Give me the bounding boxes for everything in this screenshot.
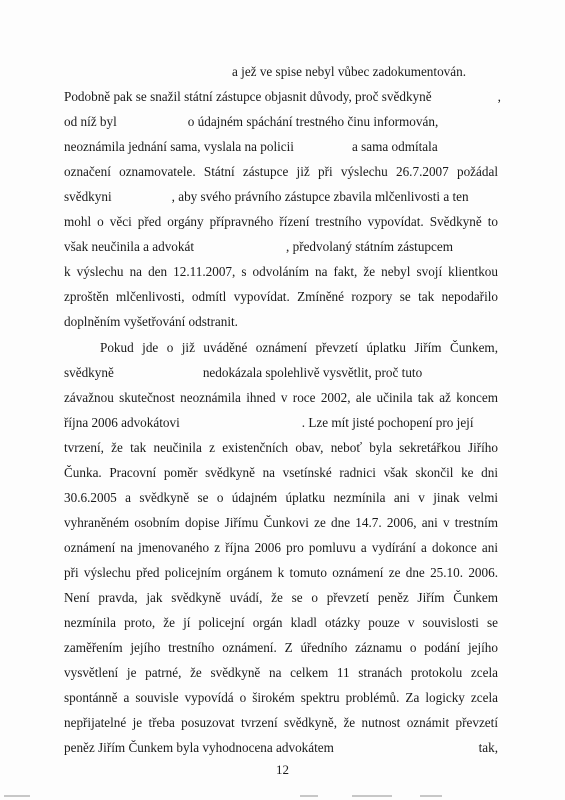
- line-text: a jež ve spise nebyl vůbec zadokumentován.: [232, 64, 466, 79]
- line-text: doplněním vyšetřování odstranit.: [64, 314, 238, 329]
- text-line: [64, 687, 498, 708]
- text-line: [64, 512, 498, 533]
- line-text: , předvolaný státním zástupcem: [286, 239, 453, 254]
- line-text: ,: [497, 89, 501, 104]
- line-text: . Lze mít jisté pochopení pro její: [301, 415, 474, 430]
- line-text: zproštěn mlčenlivosti, odmítl vypovídat. Zmíněné rozpory se tak nepodařilo: [64, 289, 498, 304]
- text-line: [64, 412, 498, 433]
- text-line: [64, 612, 498, 633]
- line-text: , aby svého právního zástupce zbavila mlčenlivosti a ten: [171, 189, 469, 204]
- text-line: [64, 362, 498, 383]
- text-line: [64, 637, 498, 658]
- text-line: [64, 487, 498, 508]
- text-line: [64, 186, 498, 207]
- text-line: [64, 136, 498, 157]
- line-text: nedokázala spolehlivě vysvětlit, proč tuto: [202, 365, 423, 380]
- line-text: neoznámila jednání sama, vyslala na policii: [64, 139, 294, 154]
- line-text: zaměřením jejího trestního oznámení. Z úředního záznamu o podání jejího: [64, 640, 498, 655]
- line-text: závažnou skutečnost neoznámila ihned v roce 2002, ale učinila tak až koncem: [64, 390, 498, 405]
- text-line: [64, 311, 498, 332]
- line-text: svědkyně: [64, 365, 114, 380]
- line-text: Pokud jde o již uváděné oznámení převzetí úplatku Jiřím Čunkem,: [100, 340, 498, 355]
- line-text: vyhraněném osobním dopise Jiřímu Čunkovi ze dne 14.7. 2006, ani v trestním: [64, 515, 498, 530]
- text-line: [64, 236, 498, 257]
- line-text: k výslechu na den 12.11.2007, s odvoláním na fakt, že nebyl svojí klientkou: [64, 264, 498, 279]
- text-line: [64, 286, 498, 307]
- line-text: peněz Jiřím Čunkem byla vyhodnocena advokátem: [64, 740, 334, 755]
- line-text: mohl o věci před orgány přípravného řízení trestního vypovídat. Svědkyně to: [64, 214, 498, 229]
- line-text: oznámení na jmenovaného z října 2006 pro pomluvu a vydírání a dokonce ani: [64, 540, 498, 555]
- text-line: [64, 562, 498, 583]
- text-line: [64, 712, 498, 733]
- line-text: října 2006 advokátovi: [64, 415, 180, 430]
- text-line: [64, 737, 498, 758]
- line-text: svědkyni: [64, 189, 112, 204]
- text-line: [64, 387, 498, 408]
- text-line: [64, 161, 498, 182]
- line-text: označení oznamovatele. Státní zástupce již při výslechu 26.7.2007 požádal: [64, 164, 498, 179]
- line-text: Není pravda, jak svědkyně uvádí, že se o převzetí peněz Jiřím Čunkem: [64, 590, 498, 605]
- text-line: [232, 61, 502, 82]
- text-line: [64, 86, 501, 107]
- line-text: vysvětlení je patrné, že svědkyně na celkem 11 stranách protokolu zcela: [64, 665, 498, 680]
- text-line: [64, 462, 498, 483]
- line-text: a sama odmítala: [351, 139, 438, 154]
- line-text: Podobně pak se snažil státní zástupce objasnit důvody, proč svědkyně: [64, 89, 432, 104]
- line-text: 30.6.2005 a svědkyně se o údajném úplatku nezmínila ani v jinak velmi: [64, 490, 498, 505]
- text-line: [64, 111, 498, 132]
- text-line: [64, 537, 498, 558]
- line-text: spontánně a souvisle vypovídá o širokém spektru problémů. Za logicky zcela: [64, 690, 498, 705]
- page-number: 12: [276, 762, 289, 777]
- text-line: [64, 437, 498, 458]
- line-text: Čunka. Pracovní poměr svědkyně na vsetínské radnici však skončil ke dni: [64, 465, 498, 480]
- text-line: [64, 587, 498, 608]
- line-text: však neučinila a advokát: [64, 239, 194, 254]
- text-line: [64, 211, 498, 232]
- line-text: tvrzení, že tak neučinila z existenčních obav, neboť byla sekretářkou Jiřího: [64, 440, 498, 455]
- line-text: při výslechu před policejním orgánem k tomuto oznámení ze dne 25.10. 2006.: [64, 565, 498, 580]
- line-text: nezmínila proto, že jí policejní orgán kladl otázky pouze v souvislosti se: [64, 615, 498, 630]
- line-text: nepřijatelné je třeba posuzovat tvrzení svědkyně, že nutnost oznámit převzetí: [64, 715, 498, 730]
- text-line: [64, 261, 498, 282]
- scan-edge-artifact: [0, 792, 565, 800]
- text-line: [100, 337, 498, 358]
- line-text: o údajném spáchání trestného činu informován,: [187, 114, 439, 129]
- line-text: tak,: [478, 740, 498, 755]
- line-text: od níž byl: [64, 114, 117, 129]
- text-line: [64, 662, 498, 683]
